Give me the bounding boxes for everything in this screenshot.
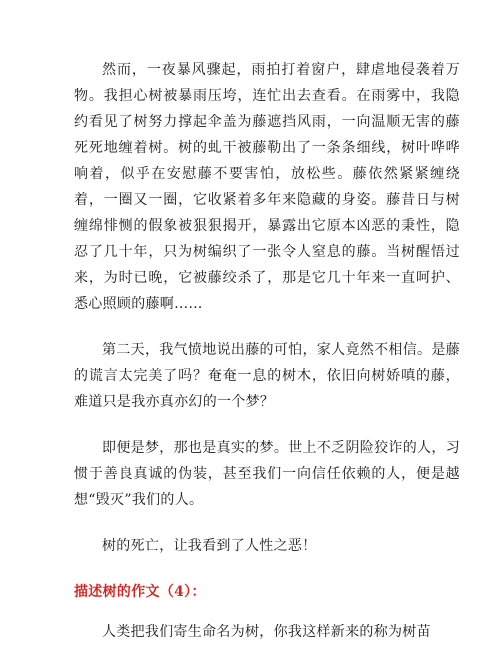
paragraph-storm: 然而，一夜暴风骤起，雨拍打着窗户，肆虐地侵袭着万物。我担心树被暴雨压垮，连忙出去查看。在雨雾中，我隐约看见了树努力撑起伞盖为藤遮挡风雨，一向温顺无害的藤死死地缠着树。树的虬干被藤勒出了一条条细线，树叶哗哗响着，似乎在安慰藤不要害怕，放松些。藤依然紧紧缠绕着，一圈又一圈，它收紧着多年来隐藏的身姿。藤昔日与树缠绵悱恻的假象被狠狠揭开，暴露出它原本凶恶的秉性，隐忍了几十年，只为树编织了一张令人窒息的藤。当树醒悟过来，为时已晚，它被藤绞杀了，那是它几十年来一直呵护、悉心照顾的藤啊……: [74, 62, 460, 312]
section-heading: 描述树的作文（4）：: [74, 584, 206, 600]
paragraph-conclusion: 树的死亡，让我看到了人性之恶！: [102, 538, 317, 554]
paragraph-next-section: 人类把我们寄生命名为树，你我这样新来的称为树苗: [102, 624, 431, 640]
paragraph-next-day: 第二天，我气愤地说出藤的可怕，家人竟然不相信。是藤的谎言太完美了吗？奄奄一息的树木，依旧向树娇嗔的藤，难道只是我亦真亦幻的一个梦？: [74, 342, 460, 410]
paragraph-dream: 即便是梦，那也是真实的梦。世上不乏阴险狡诈的人，习惯于善良真诚的伪装，甚至我们一向信任依赖的人，便是越想“毁灭”我们的人。: [74, 440, 460, 508]
